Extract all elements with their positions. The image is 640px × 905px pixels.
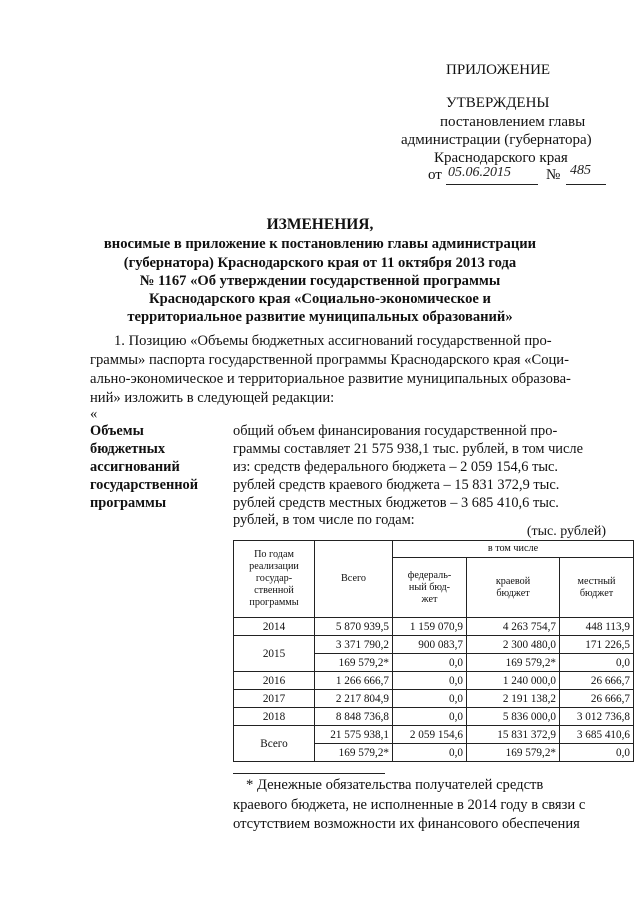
header-federal-line: ный бюд- xyxy=(408,581,451,593)
header-years-line: программы xyxy=(249,597,299,608)
header-regional-line: бюджет xyxy=(496,587,530,599)
cell-regional: 169 579,2* xyxy=(467,654,560,672)
cell-local: 26 666,7 xyxy=(560,690,634,708)
cell-local: 3 685 410,6 xyxy=(560,726,634,744)
cell-federal: 2 059 154,6 xyxy=(393,726,467,744)
cell-federal: 0,0 xyxy=(393,690,467,708)
title-line-2: (губернатора) Краснодарского края от 11 октября 2013 года xyxy=(123,255,517,271)
header-local xyxy=(560,558,634,618)
header-local-line: местный xyxy=(577,575,616,587)
cell-local: 0,0 xyxy=(560,744,634,762)
cell-total: 169 579,2* xyxy=(315,744,393,762)
units-label: (тыс. рублей) xyxy=(526,524,606,539)
cell-regional: 2 191 138,2 xyxy=(467,690,560,708)
table-row xyxy=(234,690,634,708)
footnote-separator xyxy=(233,773,385,774)
intro-line-1: 1. Позицию «Объемы бюджетных ассигнований государственной про- xyxy=(114,333,552,349)
cell-total: 169 579,2* xyxy=(315,654,393,672)
title-line-3: № 1167 «Об утверждении государственной программы xyxy=(139,273,501,289)
table-row xyxy=(234,726,634,744)
cell-total: 3 371 790,2 xyxy=(315,636,393,654)
number-label: № xyxy=(546,167,561,183)
cell-federal: 0,0 xyxy=(393,744,467,762)
cell-local: 26 666,7 xyxy=(560,672,634,690)
table-row xyxy=(234,672,634,690)
cell-local: 171 226,5 xyxy=(560,636,634,654)
date-underline xyxy=(446,184,538,185)
section-body-5: рублей средств местных бюджетов – 3 685 410,6 тыс. xyxy=(233,495,559,511)
approved-line-2: администрации (губернатора) xyxy=(401,132,592,148)
header-years-line: ственной xyxy=(254,585,294,596)
cell-regional: 4 263 754,7 xyxy=(467,618,560,636)
cell-regional: 1 240 000,0 xyxy=(467,672,560,690)
cell-total: 2 217 804,9 xyxy=(315,690,393,708)
cell-federal: 0,0 xyxy=(393,654,467,672)
handwritten-number: 485 xyxy=(570,163,591,178)
document-title: ИЗМЕНЕНИЯ, xyxy=(266,216,374,233)
section-label-5: программы xyxy=(90,495,167,511)
header-regional-line: краевой xyxy=(495,575,531,587)
number-underline xyxy=(566,184,606,185)
section-body-1: общий объем финансирования государственной про- xyxy=(233,423,558,439)
footnote-line-3: отсутствием возможности их финансового обеспечения xyxy=(233,816,580,832)
row-year: 2014 xyxy=(234,618,315,636)
header-federal-line: федераль- xyxy=(407,569,452,581)
cell-total: 1 266 666,7 xyxy=(315,672,393,690)
approved-line-3: Краснодарского края xyxy=(434,150,568,166)
table-row xyxy=(234,708,634,726)
approved-line-1: постановлением главы xyxy=(440,114,586,130)
footnote-line-2: краевого бюджета, не исполненные в 2014 году в связи с xyxy=(233,797,586,813)
header-years xyxy=(234,541,315,618)
budget-table xyxy=(233,540,634,762)
title-line-5: территориальное развитие муниципальных образований» xyxy=(127,309,513,325)
header-total: Всего xyxy=(315,541,393,618)
section-label-4: государственной xyxy=(90,477,199,493)
intro-line-2: граммы» паспорта государственной программы Краснодарского края «Соци- xyxy=(90,352,569,368)
header-local-line: бюджет xyxy=(579,587,614,599)
handwritten-date: 05.06.2015 xyxy=(448,165,511,180)
header-years-line: По годам xyxy=(254,549,294,560)
cell-local: 3 012 736,8 xyxy=(560,708,634,726)
section-label-3: ассигнований xyxy=(90,459,180,475)
appendix-label: ПРИЛОЖЕНИЕ xyxy=(446,62,551,78)
table-row xyxy=(234,636,634,654)
section-body-4: рублей средств краевого бюджета – 15 831 372,9 тыс. xyxy=(233,477,560,493)
row-year: 2018 xyxy=(234,708,315,726)
section-body-2: граммы составляет 21 575 938,1 тыс. рублей, в том числе xyxy=(233,441,583,457)
header-federal-line: жет xyxy=(421,593,438,605)
cell-federal: 900 083,7 xyxy=(393,636,467,654)
date-from-label: от xyxy=(428,167,442,183)
title-line-4: Краснодарского края «Социально-экономическое и xyxy=(149,291,491,307)
footnote-line-1: * Денежные обязательства получателей средств xyxy=(246,777,544,793)
table-row xyxy=(234,618,634,636)
section-body-6: рублей, в том числе по годам: xyxy=(233,512,415,528)
cell-regional: 169 579,2* xyxy=(467,744,560,762)
cell-federal: 1 159 070,9 xyxy=(393,618,467,636)
header-federal xyxy=(393,558,467,618)
header-regional xyxy=(467,558,560,618)
header-including: в том числе xyxy=(393,541,634,558)
cell-local: 448 113,9 xyxy=(560,618,634,636)
cell-regional: 15 831 372,9 xyxy=(467,726,560,744)
cell-total: 5 870 939,5 xyxy=(315,618,393,636)
title-line-1: вносимые в приложение к постановлению главы администрации xyxy=(103,236,537,252)
table-header-row-1 xyxy=(234,541,634,558)
section-body-3: из: средств федерального бюджета – 2 059 154,6 тыс. xyxy=(233,459,559,475)
row-total-label: Всего xyxy=(234,726,315,762)
cell-federal: 0,0 xyxy=(393,672,467,690)
cell-federal: 0,0 xyxy=(393,708,467,726)
approved-label: УТВЕРЖДЕНЫ xyxy=(446,95,550,111)
opening-quote: « xyxy=(90,406,98,422)
cell-total: 21 575 938,1 xyxy=(315,726,393,744)
cell-regional: 5 836 000,0 xyxy=(467,708,560,726)
row-year: 2015 xyxy=(234,636,315,672)
intro-line-3: ально-экономическое и территориальное развитие муниципальных образова- xyxy=(90,371,571,387)
cell-total: 8 848 736,8 xyxy=(315,708,393,726)
intro-line-4: ний» изложить в следующей редакции: xyxy=(90,390,335,406)
cell-regional: 2 300 480,0 xyxy=(467,636,560,654)
section-label-1: Объемы xyxy=(90,423,144,439)
section-label-2: бюджетных xyxy=(90,441,166,457)
cell-local: 0,0 xyxy=(560,654,634,672)
header-years-line: реализации xyxy=(249,561,299,572)
row-year: 2017 xyxy=(234,690,315,708)
header-years-line: государ- xyxy=(255,573,293,584)
row-year: 2016 xyxy=(234,672,315,690)
